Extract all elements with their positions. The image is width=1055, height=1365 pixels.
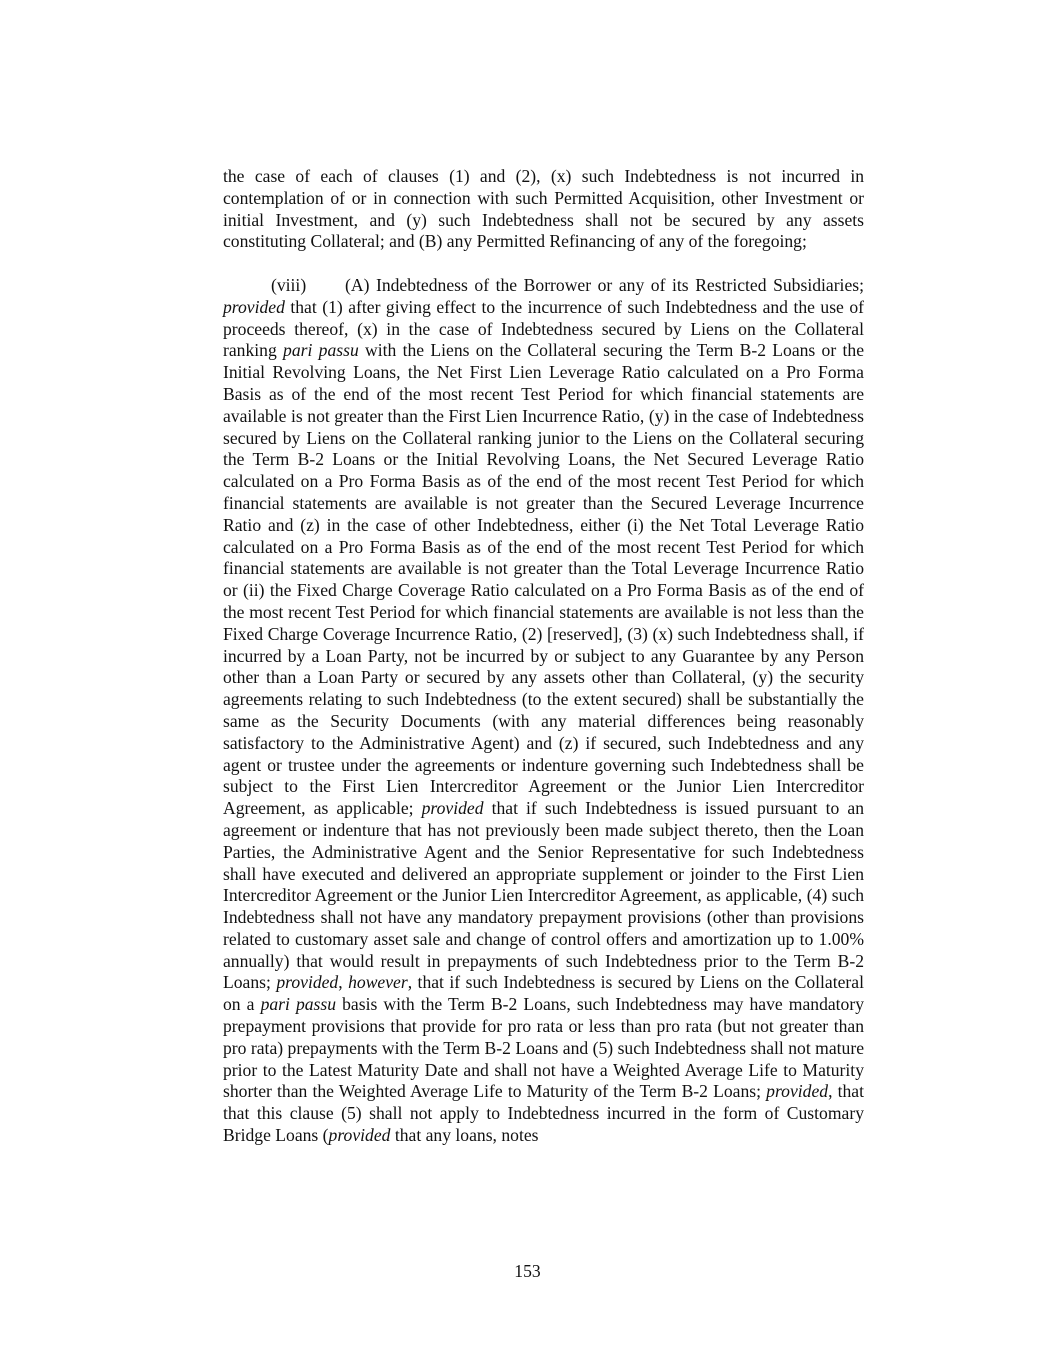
italic-term: provided <box>328 1125 391 1146</box>
text-run: (A) Indebtedness of the Borrower or any of its Restricted Subsidiaries; <box>345 274 864 295</box>
text-run: that (1) after giving effect to the incurrence of such Indebtedness and the use of proceeds thereof, (x) in the case of Indebtedness secured by Liens on the Collateral ranking <box>223 296 864 361</box>
text-run: , that that this clause (5) shall not apply to Indebtedness incurred in the form of Customary Bridge Loans ( <box>223 1081 864 1146</box>
paragraph-continuation: the case of each of clauses (1) and (2), (x) such Indebtedness is not incurred in contemplation of or in connection with such Permitted Acquisition, other Investment or initial Investment, and (y) such Indebtedness shall not be secured by any assets constituting Collateral; and (B) any Permitted Refinancing of any of the foregoing; <box>223 166 864 252</box>
text-run: , <box>338 972 349 993</box>
clause-number: (viii) <box>271 274 307 295</box>
italic-term: however <box>348 972 408 993</box>
italic-term: pari passu <box>283 340 359 361</box>
italic-term: provided <box>421 798 484 819</box>
page-number: 153 <box>514 1261 541 1281</box>
document-body <box>223 166 864 1147</box>
italic-term: provided <box>276 972 339 993</box>
paragraph-clause-viii <box>223 275 864 1147</box>
text-run: that any loans, notes <box>390 1125 539 1146</box>
italic-term: pari passu <box>260 994 337 1015</box>
italic-term: provided <box>223 296 285 317</box>
italic-term: provided <box>766 1081 829 1102</box>
text-run: with the Liens on the Collateral securing the Term B-2 Loans or the Initial Revolving Loans, the Net First Lien Leverage Ratio calculated on a Pro Forma Basis as of the end of the most recent Test Period for which financial statements are available is not greater than the First Lien Incurrence Ratio, (y) in the case of Indebtedness secured by Liens on the Collateral ranking junior to the Liens on the Collateral securing the Term B-2 Loans or the Initial Revolving Loans, the Net Secured Leverage Ratio calculated on a Pro Forma Basis as of the end of the most recent Test Period for which financial statements are available is not greater than the Secured Leverage Incurrence Ratio and (z) in the case of other Indebtedness, either (i) the Net Total Leverage Ratio calculated on a Pro Forma Basis as of the end of the most recent Test Period for which financial statements are available is not greater than the Total Leverage Incurrence Ratio or (ii) the Fixed Charge Coverage Ratio calculated on a Pro Forma Basis as of the end of the most recent Test Period for which financial statements are available is not less than the Fixed Charge Coverage Incurrence Ratio, (2) [reserved], (3) (x) such Indebtedness shall, if incurred by a Loan Party, not be incurred by or subject to any Guarantee by any Person other than a Loan Party or secured by any assets other than Collateral, (y) the security agreements relating to such Indebtedness (to the extent secured) shall be substantially the same as the Security Documents (with any material differences being reasonably satisfactory to the Administrative Agent) and (z) if secured, such Indebtedness and any agent or trustee under the agreements or indenture governing such Indebtedness shall be subject to the First Lien Intercreditor Agreement or the Junior Lien Intercreditor Agreement, as applicable; <box>223 340 864 819</box>
text-run: basis with the Term B-2 Loans, such Indebtedness may have mandatory prepayment provisions that provide for pro rata or less than pro rata (but not greater than pro rata) prepayments with the Term B-2 Loans and (5) such Indebtedness shall not mature prior to the Latest Maturity Date and shall not have a Weighted Average Life to Maturity shorter than the Weighted Average Life to Maturity of the Term B-2 Loans; <box>223 994 865 1102</box>
text-run: that if such Indebtedness is issued pursuant to an agreement or indenture that has not previously been made subject thereto, then the Loan Parties, the Administrative Agent and the Senior Representative for such Indebtedness shall have executed and delivered an appropriate supplement or joinder to the First Lien Intercreditor Agreement or the Junior Lien Intercreditor Agreement, as applicable, (4) such Indebtedness shall not have any mandatory prepayment provisions (other than provisions related to customary asset sale and change of control offers and amortization up to 1.00% annually) that would result in prepayments of such Indebtedness prior to the Term B-2 Loans; <box>223 798 865 993</box>
text-run: , that if such Indebtedness is secured by Liens on the Collateral on a <box>223 972 864 1015</box>
